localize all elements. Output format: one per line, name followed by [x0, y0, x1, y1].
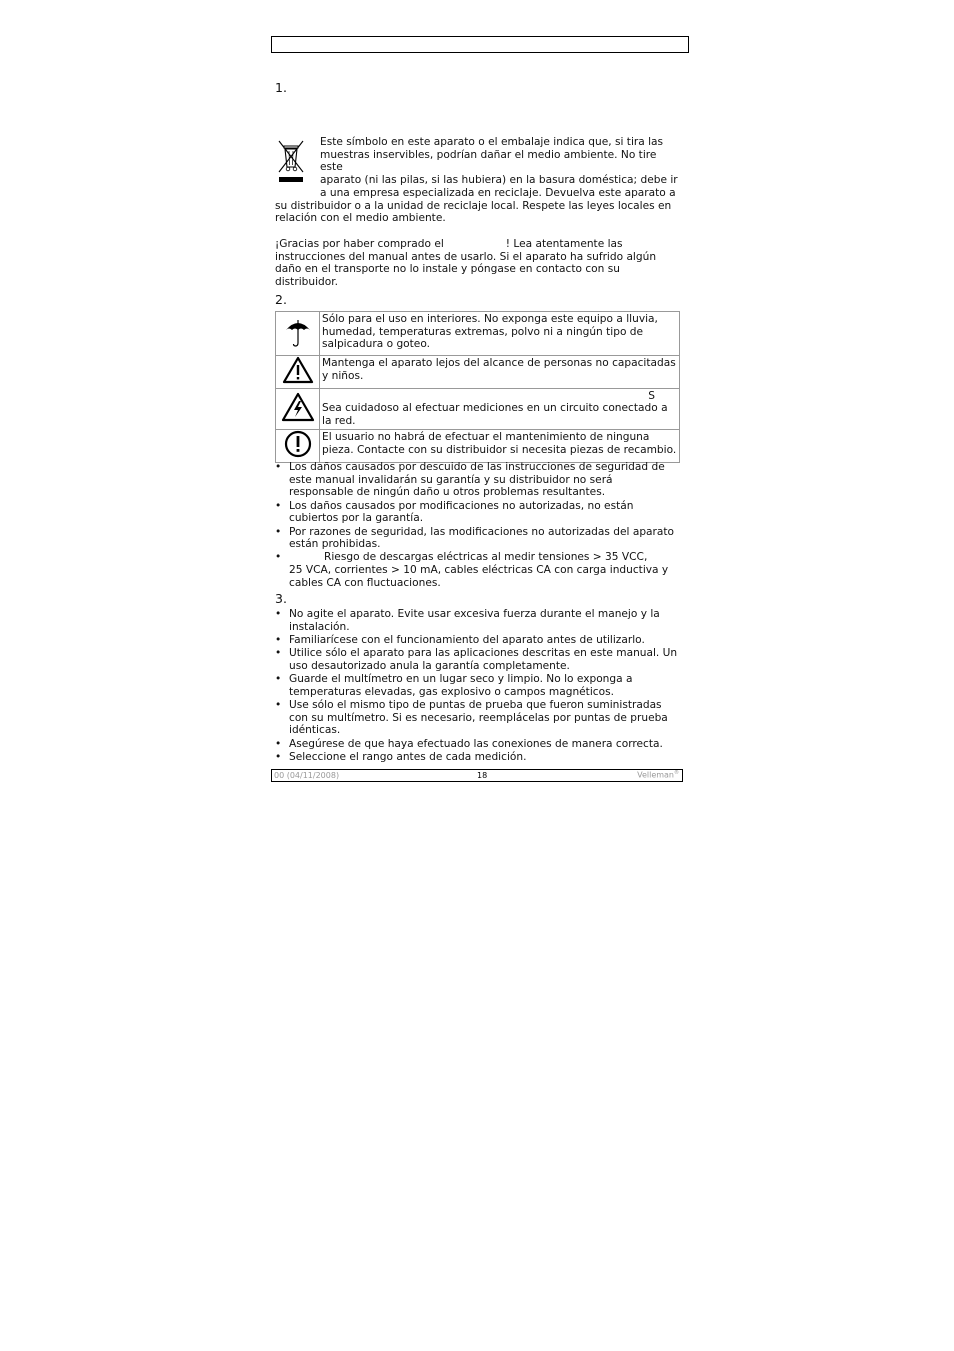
list-item: • Guarde el multímetro en un lugar seco y limpio. No lo exponga a temperaturas elevadas, gas explosivo o campos magnéticos. [275, 673, 680, 698]
exclamation-circle-icon [283, 430, 313, 458]
icon-cell [276, 312, 320, 356]
section-heading-2: 2. [275, 292, 287, 307]
weee-line: aparato (ni las pilas, si las hubiera) en la basura doméstica; debe ir [320, 174, 678, 187]
icon-cell [276, 388, 320, 429]
icon-cell [276, 429, 320, 462]
table-cell: Sólo para el uso en interiores. No exponga este equipo a lluvia, humedad, temperaturas extremas, polvo ni a ningún tipo de salpicadura o goteo. [320, 312, 680, 356]
safety-bullet-list [275, 461, 680, 590]
thanks-lead: ¡Gracias por haber comprado el [275, 238, 444, 250]
umbrella-icon [283, 316, 313, 348]
table-row [276, 429, 680, 462]
list-item [275, 551, 680, 589]
brand-label [637, 770, 679, 780]
high-voltage-icon [281, 392, 315, 422]
list-item: • Seleccione el rango antes de cada medición. [275, 751, 680, 764]
list-item: • Los daños causados por modificaciones no autorizadas, no están cubiertos por la garantía. [275, 500, 680, 525]
list-item: • Familiarícese con el funcionamiento del aparato antes de utilizarlo. [275, 634, 680, 647]
general-guidelines-list [275, 608, 680, 764]
list-item: • Asegúrese de que haya efectuado las conexiones de manera correcta. [275, 738, 680, 751]
table-row [276, 356, 680, 389]
table-row [276, 388, 680, 429]
weee-line: muestras inservibles, podrían dañar el medio ambiente. No tire este [320, 148, 657, 174]
symbol-mark: S [648, 389, 655, 402]
section-heading-1: 1. [275, 80, 287, 95]
risk-line-1: Riesgo de descargas eléctricas al medir tensiones > 35 VCC, [324, 551, 648, 564]
list-item: • No agite el aparato. Evite usar excesiva fuerza durante el manejo y la instalación. [275, 608, 680, 633]
weee-notice [275, 136, 681, 225]
section-heading-3: 3. [275, 591, 287, 606]
page-number: 18 [477, 771, 488, 780]
icon-cell [276, 356, 320, 389]
thanks-paragraph [275, 238, 679, 289]
risk-line-2: 25 VCA, corrientes > 10 mA, cables eléctricas CA con carga inductiva y cables CA con fluctuaciones. [289, 564, 669, 589]
weee-line: a una empresa especializada en reciclaje. Devuelva este aparato a [320, 186, 676, 199]
warning-triangle-icon [282, 356, 314, 384]
list-item: • Use sólo el mismo tipo de puntas de prueba que fueron suministradas con su multímetro. Si es necesario, reemplácelas por puntas de prueba idénticas. [275, 699, 680, 737]
page-footer [271, 769, 683, 782]
registered-mark: ® [674, 770, 679, 776]
brand-name: Velleman [637, 770, 674, 780]
table-cell [320, 388, 680, 429]
table-cell: Mantenga el aparato lejos del alcance de personas no capacitadas y niños. [320, 356, 680, 389]
weee-line: Este símbolo en este aparato o el embalaje indica que, si tira las [320, 136, 664, 148]
weee-line: su distribuidor o a la unidad de reciclaje local. Respete las leyes locales en [275, 199, 672, 212]
table-row [276, 312, 680, 356]
list-item: • Los daños causados por descuido de las instrucciones de seguridad de este manual invalidarán su garantía y su distribuidor no será responsable de ningún daño u otros problemas resultantes. [275, 461, 680, 499]
thanks-rest: ! Lea atentamente las instrucciones del manual antes de usarlo. Si el aparato ha sufrido algún daño en el transporte no lo instale y póngase en contacto con su distribuidor. [275, 238, 657, 289]
revision-date: 00 (04/11/2008) [274, 771, 340, 780]
safety-symbols-table [275, 311, 680, 463]
header-box [271, 36, 689, 53]
list-item: • Utilice sólo el aparato para las aplicaciones descritas en este manual. Un uso desautorizado anula la garantía completamente. [275, 647, 680, 672]
weee-line: relación con el medio ambiente. [275, 212, 446, 225]
table-cell: El usuario no habrá de efectuar el mantenimiento de ninguna pieza. Contacte con su distribuidor si necesita piezas de recambio. [320, 429, 680, 462]
cell-text: Sea cuidadoso al efectuar mediciones en un circuito conectado a la red. [322, 402, 668, 428]
list-item: • Por razones de seguridad, las modificaciones no autorizadas del aparato están prohibidas. [275, 526, 680, 551]
